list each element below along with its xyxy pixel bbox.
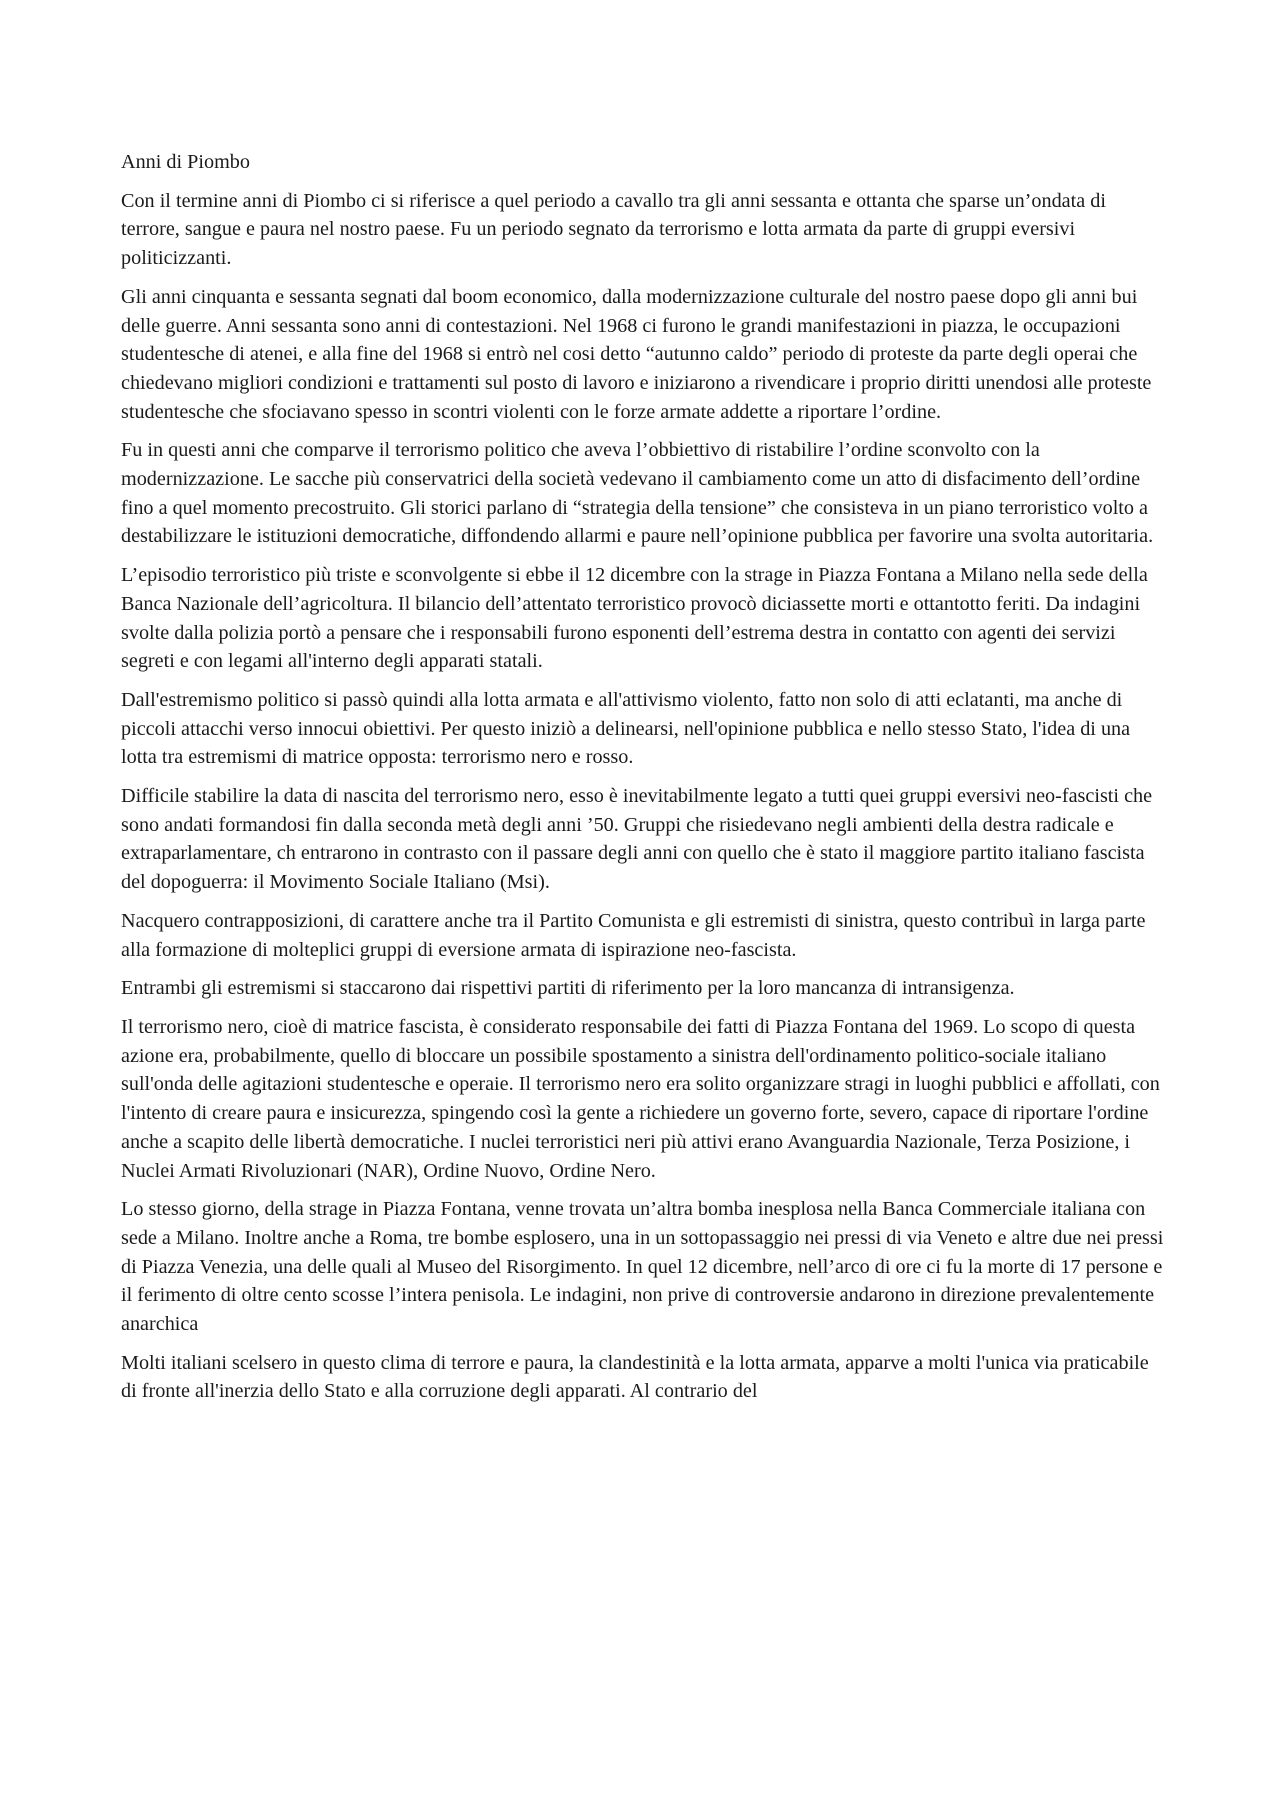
paragraph-terrorismo-nero-origini: Difficile stabilire la data di nascita del terrorismo nero, esso è inevitabilmente legato a tutti quei gruppi eversivi neo-fascisti che sono andati formandosi fin dalla seconda metà degli anni ’50. Gruppi che risiedevano negli ambienti della destra radicale e extraparlamentare, ch entrarono in contrasto con il passare degli anni con quello che è stato il maggiore partito italiano fascista del dopoguerra: il Movimento Sociale Italiano (Msi). <box>121 785 1153 894</box>
paragraph-intro: Con il termine anni di Piombo ci si riferisce a quel periodo a cavallo tra gli anni sessanta e ottanta che sparse un’ondata di terrore, sangue e paura nel nostro paese. Fu un periodo segnato da terrorismo e lotta armata da parte di gruppi eversivi politicizzanti. <box>121 189 1106 270</box>
paragraph-piazza-fontana: L’episodio terroristico più triste e sconvolgente si ebbe il 12 dicembre con la strage in Piazza Fontana a Milano nella sede della Banca Nazionale dell’agricoltura. Il bilancio dell’attentato terroristico provocò diciassette morti e ottantotto feriti. Da indagini svolte dalla polizia portò a pensare che i responsabili furono esponenti dell’estrema destra in contatto con agenti dei servizi segreti e con legami all'interno degli apparati statali. <box>121 564 1148 673</box>
paragraph-stesso-giorno: Lo stesso giorno, della strage in Piazza Fontana, venne trovata un’altra bomba inesplosa nella Banca Commerciale italiana con sede a Milano. Inoltre anche a Roma, tre bombe esplosero, una in un sottopassaggio nei pressi di via Veneto e altre due nei pressi di Piazza Venezia, una delle quali al Museo del Risorgimento. In quel 12 dicembre, nell’arco di ore ci fu la morte di 17 persone e il ferimento di oltre cento scosse l’intera penisola. Le indagini, non prive di controversie andarono in direzione prevalentemente anarchica <box>121 1198 1164 1336</box>
paragraph-strategia-tensione: Fu in questi anni che comparve il terrorismo politico che aveva l’obbiettivo di ristabilire l’ordine sconvolto con la modernizzazione. Le sacche più conservatrici della società vedevano il cambiamento come un atto di disfacimento dell’ordine fino a quel momento precostruito. Gli storici parlano di “strategia della tensione” che consisteva in un piano terroristico volto a destabilizzare le istituzioni democratiche, diffondendo allarmi e paure nell’opinione pubblica per favorire una svolta autoritaria. <box>121 439 1154 548</box>
paragraph-matrice-fascista: Il terrorismo nero, cioè di matrice fascista, è considerato responsabile dei fatti di Piazza Fontana del 1969. Lo scopo di questa azione era, probabilmente, quello di bloccare un possibile spostamento a sinistra dell'ordinamento politico-sociale italiano sull'onda delle agitazioni studentesche e operaie. Il terrorismo nero era solito organizzare stragi in luoghi pubblici e affollati, con l'intento di creare paura e insicurezza, spingendo così la gente a richiedere un governo forte, severo, capace di riportare l'ordine anche a scapito delle libertà democratiche. I nuclei terroristici neri più attivi erano Avanguardia Nazionale, Terza Posizione, i Nuclei Armati Rivoluzionari (NAR), Ordine Nuovo, Ordine Nero. <box>121 1015 1160 1182</box>
paragraph-clandestinita: Molti italiani scelsero in questo clima di terrore e paura, la clandestinità e la lotta armata, apparve a molti l'unica via praticabile di fronte all'inerzia dello Stato e alla corruzione degli apparati. Al contrario del <box>121 1351 1149 1403</box>
document-title: Anni di Piombo <box>121 151 250 173</box>
paragraph-lotta-armata: Dall'estremismo politico si passò quindi alla lotta armata e all'attivismo violento, fatto non solo di atti eclatanti, ma anche di piccoli attacchi verso innocui obiettivi. Per questo iniziò a delinearsi, nell'opinione pubblica e nello stesso Stato, l'idea di una lotta tra estremismi di matrice opposta: terrorismo nero e rosso. <box>121 688 1131 769</box>
paragraph-boom-economico: Gli anni cinquanta e sessanta segnati dal boom economico, dalla modernizzazione culturale del nostro paese dopo gli anni bui delle guerre. Anni sessanta sono anni di contestazioni. Nel 1968 ci furono le grandi manifestazioni in piazza, le occupazioni studentesche di atenei, e alla fine del 1968 si entrò nel cosi detto “autunno caldo” periodo di proteste da parte degli operai che chiedevano migliori condizioni e trattamenti sul posto di lavoro e iniziarono a rivendicare i proprio diritti unendosi alle proteste studentesche che sfociavano spesso in scontri violenti con le forze armate addette a riportare l’ordine. <box>121 285 1152 423</box>
paragraph-contrapposizioni: Nacquero contrapposizioni, di carattere anche tra il Partito Comunista e gli estremisti di sinistra, questo contribuì in larga parte alla formazione di molteplici gruppi di eversione armata di ispirazione neo-fascista. <box>121 909 1146 961</box>
paragraph-estremismi: Entrambi gli estremismi si staccarono dai rispettivi partiti di riferimento per la loro mancanza di intransigenza. <box>121 977 1015 1000</box>
document-body <box>121 148 1167 1416</box>
